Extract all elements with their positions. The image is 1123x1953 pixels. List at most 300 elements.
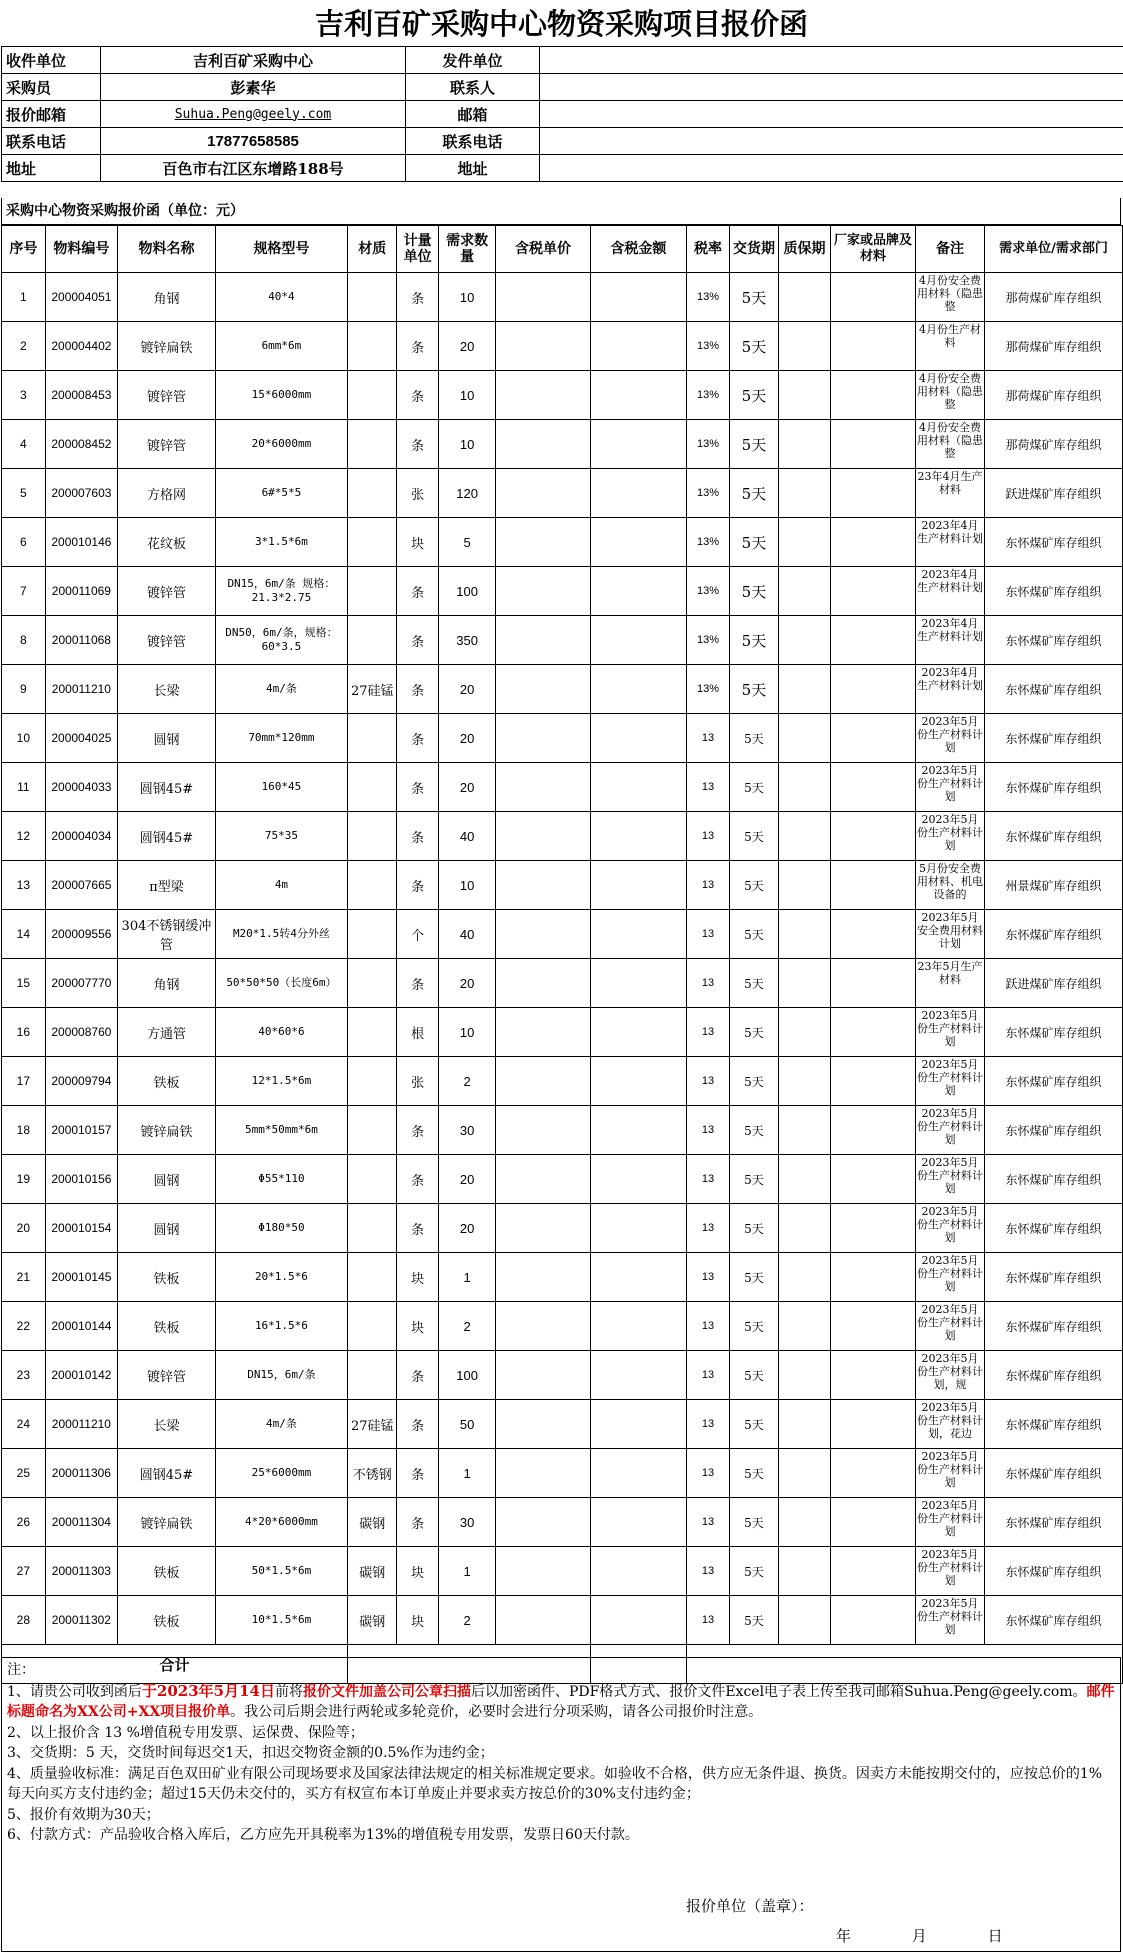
unit-price-input[interactable] bbox=[496, 371, 590, 420]
tax-rate: 13 bbox=[687, 714, 730, 763]
column-header: 物料名称 bbox=[118, 226, 216, 273]
unit-price-input[interactable] bbox=[496, 1057, 590, 1106]
table-row bbox=[2, 1547, 1123, 1596]
column-header: 备注 bbox=[915, 226, 984, 273]
table-subtitle: 采购中心物资采购报价函（单位：元） bbox=[1, 198, 1121, 225]
material-code: 200011068 bbox=[45, 616, 117, 665]
row-number: 18 bbox=[2, 1106, 46, 1155]
unit: 条 bbox=[397, 959, 438, 1008]
demand-department: 东怀煤矿库存组织 bbox=[984, 714, 1122, 763]
remark bbox=[915, 1106, 984, 1155]
warranty-input[interactable] bbox=[779, 1155, 831, 1204]
tax-rate: 13 bbox=[687, 910, 730, 959]
warranty-input[interactable] bbox=[779, 1400, 831, 1449]
unit: 张 bbox=[397, 1057, 438, 1106]
warranty-input[interactable] bbox=[779, 812, 831, 861]
unit-price-input[interactable] bbox=[496, 322, 590, 371]
brand-input[interactable] bbox=[830, 1204, 915, 1253]
warranty-input[interactable] bbox=[779, 1302, 831, 1351]
remark bbox=[915, 371, 984, 420]
remark bbox=[915, 1204, 984, 1253]
unit-price-input[interactable] bbox=[496, 1302, 590, 1351]
amount-input[interactable] bbox=[590, 1253, 687, 1302]
unit-price-input[interactable] bbox=[496, 714, 590, 763]
notes-heading: 注： bbox=[7, 1662, 35, 1678]
unit: 条 bbox=[397, 420, 438, 469]
info-row-phone bbox=[2, 128, 1123, 155]
material-code: 200010154 bbox=[45, 1204, 117, 1253]
spec-model: 160*45 bbox=[215, 763, 347, 812]
material-code: 200007770 bbox=[45, 959, 117, 1008]
unit: 条 bbox=[397, 1155, 438, 1204]
address2-value[interactable] bbox=[540, 155, 1123, 182]
spec-model: 10*1.5*6m bbox=[215, 1596, 347, 1645]
sender-value[interactable] bbox=[540, 47, 1123, 74]
quantity: 120 bbox=[438, 469, 495, 518]
row-number: 25 bbox=[2, 1449, 46, 1498]
tax-rate: 13 bbox=[687, 959, 730, 1008]
unit-price-input[interactable] bbox=[496, 420, 590, 469]
unit-price-input[interactable] bbox=[496, 910, 590, 959]
amount-input[interactable] bbox=[590, 665, 687, 714]
remark-text: 2023年5月份生产材料计划，规 bbox=[916, 1352, 983, 1391]
amount-input[interactable] bbox=[590, 322, 687, 371]
remark bbox=[915, 812, 984, 861]
material-name: 镀锌管 bbox=[118, 1351, 216, 1400]
material-code: 200011302 bbox=[45, 1596, 117, 1645]
unit-price-input[interactable] bbox=[496, 812, 590, 861]
tax-rate: 13 bbox=[687, 1547, 730, 1596]
table-row bbox=[2, 616, 1123, 665]
brand-input[interactable] bbox=[830, 567, 915, 616]
quantity: 40 bbox=[438, 812, 495, 861]
unit-price-input[interactable] bbox=[496, 1547, 590, 1596]
brand-input[interactable] bbox=[830, 1302, 915, 1351]
demand-department: 东怀煤矿库存组织 bbox=[984, 1106, 1122, 1155]
material-code: 200010144 bbox=[45, 1302, 117, 1351]
warranty-input[interactable] bbox=[779, 469, 831, 518]
table-row bbox=[2, 469, 1123, 518]
column-header: 含税金额 bbox=[590, 226, 687, 273]
remark-text: 4月份生产材料 bbox=[918, 323, 981, 349]
warranty-input[interactable] bbox=[779, 714, 831, 763]
brand-input[interactable] bbox=[830, 616, 915, 665]
table-row bbox=[2, 959, 1123, 1008]
remark-text: 5月份安全费用材料、机电设备的 bbox=[916, 862, 983, 901]
quantity: 20 bbox=[438, 665, 495, 714]
tax-rate: 13% bbox=[687, 567, 730, 616]
amount-input[interactable] bbox=[590, 812, 687, 861]
row-number: 3 bbox=[2, 371, 46, 420]
remark bbox=[915, 518, 984, 567]
unit-price-input[interactable] bbox=[496, 1498, 590, 1547]
demand-department: 东怀煤矿库存组织 bbox=[984, 1449, 1122, 1498]
material-code: 200011303 bbox=[45, 1547, 117, 1596]
quantity: 1 bbox=[438, 1253, 495, 1302]
quantity: 10 bbox=[438, 371, 495, 420]
material-name: 角钢 bbox=[118, 959, 216, 1008]
material-name: 镀锌扁铁 bbox=[118, 322, 216, 371]
brand-input[interactable] bbox=[830, 665, 915, 714]
mail-value[interactable] bbox=[540, 101, 1123, 128]
column-header: 税率 bbox=[687, 226, 730, 273]
amount-input[interactable] bbox=[590, 910, 687, 959]
unit: 块 bbox=[397, 1302, 438, 1351]
address-value: 百色市右江区东增路188号 bbox=[101, 155, 406, 182]
quantity: 5 bbox=[438, 518, 495, 567]
spec-model: Φ55*110 bbox=[215, 1155, 347, 1204]
material-name: 圆钢45# bbox=[118, 1449, 216, 1498]
remark-text: 2023年5月份生产材料计划 bbox=[916, 813, 983, 852]
row-number: 20 bbox=[2, 1204, 46, 1253]
demand-department: 东怀煤矿库存组织 bbox=[984, 812, 1122, 861]
document-title: 吉利百矿采购中心物资采购项目报价函 bbox=[314, 7, 808, 41]
material-name: 铁板 bbox=[118, 1302, 216, 1351]
tax-rate: 13 bbox=[687, 1155, 730, 1204]
phone2-value[interactable] bbox=[540, 128, 1123, 155]
material-grade bbox=[348, 1351, 397, 1400]
demand-department: 东怀煤矿库存组织 bbox=[984, 1351, 1122, 1400]
email-link[interactable]: Suhua.Peng@geely.com bbox=[101, 101, 406, 128]
warranty-input[interactable] bbox=[779, 518, 831, 567]
unit-price-input[interactable] bbox=[496, 1008, 590, 1057]
quantity: 2 bbox=[438, 1057, 495, 1106]
delivery-period: 5天 bbox=[729, 616, 778, 665]
unit: 条 bbox=[397, 1449, 438, 1498]
brand-input[interactable] bbox=[830, 420, 915, 469]
remark-text: 2023年5月份生产材料计划 bbox=[916, 764, 983, 803]
tax-rate: 13 bbox=[687, 1302, 730, 1351]
amount-input[interactable] bbox=[590, 420, 687, 469]
demand-department: 东怀煤矿库存组织 bbox=[984, 1547, 1122, 1596]
buyer-label: 采购员 bbox=[2, 74, 101, 101]
tax-rate: 13% bbox=[687, 616, 730, 665]
quantity: 20 bbox=[438, 959, 495, 1008]
warranty-input[interactable] bbox=[779, 616, 831, 665]
table-row bbox=[2, 1498, 1123, 1547]
row-number: 22 bbox=[2, 1302, 46, 1351]
warranty-input[interactable] bbox=[779, 420, 831, 469]
remark-text: 2023年4月生产材料计划 bbox=[916, 617, 983, 643]
spec-model: 6#*5*5 bbox=[215, 469, 347, 518]
row-number: 28 bbox=[2, 1596, 46, 1645]
warranty-input[interactable] bbox=[779, 322, 831, 371]
spec-model: 6mm*6m bbox=[215, 322, 347, 371]
unit-price-input[interactable] bbox=[496, 567, 590, 616]
brand-input[interactable] bbox=[830, 1498, 915, 1547]
delivery-period: 5天 bbox=[729, 420, 778, 469]
warranty-input[interactable] bbox=[779, 273, 831, 322]
brand-input[interactable] bbox=[830, 1596, 915, 1645]
amount-input[interactable] bbox=[590, 959, 687, 1008]
table-row bbox=[2, 567, 1123, 616]
brand-input[interactable] bbox=[830, 322, 915, 371]
material-grade: 不锈钢 bbox=[348, 1449, 397, 1498]
spec-model: 50*1.5*6m bbox=[215, 1547, 347, 1596]
material-name: π型梁 bbox=[118, 861, 216, 910]
column-header: 需求单位/需求部门 bbox=[984, 226, 1122, 273]
material-name: 长梁 bbox=[118, 1400, 216, 1449]
remark bbox=[915, 1400, 984, 1449]
spec-model: 12*1.5*6m bbox=[215, 1057, 347, 1106]
unit-price-input[interactable] bbox=[496, 273, 590, 322]
tax-rate: 13% bbox=[687, 469, 730, 518]
material-code: 200004025 bbox=[45, 714, 117, 763]
unit-price-input[interactable] bbox=[496, 861, 590, 910]
material-grade: 碳钢 bbox=[348, 1498, 397, 1547]
warranty-input[interactable] bbox=[779, 1547, 831, 1596]
spec-model: 4*20*6000mm bbox=[215, 1498, 347, 1547]
unit-price-input[interactable] bbox=[496, 1155, 590, 1204]
unit-price-input[interactable] bbox=[496, 1400, 590, 1449]
row-number: 23 bbox=[2, 1351, 46, 1400]
amount-input[interactable] bbox=[590, 1400, 687, 1449]
remark bbox=[915, 420, 984, 469]
remark-text: 2023年5月份生产材料计划 bbox=[916, 1499, 983, 1538]
row-number: 4 bbox=[2, 420, 46, 469]
unit-price-input[interactable] bbox=[496, 1204, 590, 1253]
quantity: 100 bbox=[438, 567, 495, 616]
material-code: 200004402 bbox=[45, 322, 117, 371]
unit-price-input[interactable] bbox=[496, 1253, 590, 1302]
warranty-input[interactable] bbox=[779, 959, 831, 1008]
date-month-label: 月 bbox=[911, 1927, 927, 1945]
table-row bbox=[2, 1400, 1123, 1449]
warranty-input[interactable] bbox=[779, 1106, 831, 1155]
brand-input[interactable] bbox=[830, 518, 915, 567]
material-grade bbox=[348, 371, 397, 420]
warranty-input[interactable] bbox=[779, 1057, 831, 1106]
brand-input[interactable] bbox=[830, 469, 915, 518]
row-number: 10 bbox=[2, 714, 46, 763]
remark-text: 2023年5月份生产材料计划 bbox=[916, 1450, 983, 1489]
material-grade bbox=[348, 910, 397, 959]
brand-input[interactable] bbox=[830, 714, 915, 763]
table-row bbox=[2, 371, 1123, 420]
table-row bbox=[2, 1253, 1123, 1302]
quantity: 1 bbox=[438, 1547, 495, 1596]
brand-input[interactable] bbox=[830, 1547, 915, 1596]
brand-input[interactable] bbox=[830, 1106, 915, 1155]
unit: 条 bbox=[397, 714, 438, 763]
brand-input[interactable] bbox=[830, 861, 915, 910]
delivery-period: 5天 bbox=[729, 1106, 778, 1155]
amount-input[interactable] bbox=[590, 616, 687, 665]
tax-rate: 13 bbox=[687, 1449, 730, 1498]
quotation-table bbox=[1, 225, 1123, 1684]
table-row bbox=[2, 273, 1123, 322]
receiver-label: 收件单位 bbox=[2, 47, 101, 74]
warranty-input[interactable] bbox=[779, 861, 831, 910]
warranty-input[interactable] bbox=[779, 1498, 831, 1547]
table-row bbox=[2, 1155, 1123, 1204]
remark bbox=[915, 322, 984, 371]
demand-department: 州景煤矿库存组织 bbox=[984, 861, 1122, 910]
amount-input[interactable] bbox=[590, 518, 687, 567]
unit-price-input[interactable] bbox=[496, 1106, 590, 1155]
warranty-input[interactable] bbox=[779, 1204, 831, 1253]
quantity: 20 bbox=[438, 1155, 495, 1204]
row-number: 7 bbox=[2, 567, 46, 616]
remark bbox=[915, 714, 984, 763]
amount-input[interactable] bbox=[590, 763, 687, 812]
unit-price-input[interactable] bbox=[496, 616, 590, 665]
unit: 条 bbox=[397, 322, 438, 371]
delivery-period: 5天 bbox=[729, 910, 778, 959]
material-code: 200009794 bbox=[45, 1057, 117, 1106]
spec-model: 75*35 bbox=[215, 812, 347, 861]
material-name: 圆钢 bbox=[118, 1204, 216, 1253]
delivery-period: 5天 bbox=[729, 959, 778, 1008]
column-header: 质保期 bbox=[779, 226, 831, 273]
delivery-period: 5天 bbox=[729, 567, 778, 616]
unit-price-input[interactable] bbox=[496, 469, 590, 518]
material-code: 200009556 bbox=[45, 910, 117, 959]
unit-price-input[interactable] bbox=[496, 1596, 590, 1645]
quantity: 100 bbox=[438, 1351, 495, 1400]
unit-price-input[interactable] bbox=[496, 665, 590, 714]
quantity: 10 bbox=[438, 861, 495, 910]
brand-input[interactable] bbox=[830, 1155, 915, 1204]
amount-input[interactable] bbox=[590, 371, 687, 420]
warranty-input[interactable] bbox=[779, 1008, 831, 1057]
warranty-input[interactable] bbox=[779, 665, 831, 714]
amount-input[interactable] bbox=[590, 1008, 687, 1057]
brand-input[interactable] bbox=[830, 273, 915, 322]
demand-department: 东怀煤矿库存组织 bbox=[984, 1596, 1122, 1645]
amount-input[interactable] bbox=[590, 273, 687, 322]
warranty-input[interactable] bbox=[779, 1253, 831, 1302]
unit-price-input[interactable] bbox=[496, 1351, 590, 1400]
quantity: 350 bbox=[438, 616, 495, 665]
demand-department: 东怀煤矿库存组织 bbox=[984, 518, 1122, 567]
unit-price-input[interactable] bbox=[496, 1449, 590, 1498]
amount-input[interactable] bbox=[590, 1351, 687, 1400]
material-name: 镀锌管 bbox=[118, 371, 216, 420]
remark bbox=[915, 469, 984, 518]
demand-department: 跃进煤矿库存组织 bbox=[984, 959, 1122, 1008]
unit: 条 bbox=[397, 861, 438, 910]
receiver-value: 吉利百矿采购中心 bbox=[101, 47, 406, 74]
delivery-period: 5天 bbox=[729, 1400, 778, 1449]
material-name: 圆钢45# bbox=[118, 812, 216, 861]
amount-input[interactable] bbox=[590, 1449, 687, 1498]
amount-input[interactable] bbox=[590, 1596, 687, 1645]
delivery-period: 5天 bbox=[729, 371, 778, 420]
brand-input[interactable] bbox=[830, 910, 915, 959]
note-1 bbox=[7, 1681, 1115, 1723]
delivery-period: 5天 bbox=[729, 469, 778, 518]
material-code: 200004033 bbox=[45, 763, 117, 812]
row-number: 13 bbox=[2, 861, 46, 910]
amount-input[interactable] bbox=[590, 714, 687, 763]
amount-input[interactable] bbox=[590, 1302, 687, 1351]
unit-price-input[interactable] bbox=[496, 518, 590, 567]
brand-input[interactable] bbox=[830, 1057, 915, 1106]
spec-model: DN15，6m/条 bbox=[215, 1351, 347, 1400]
remark bbox=[915, 665, 984, 714]
note-1-part-a: 1、请贵公司收到函后 bbox=[7, 1683, 142, 1700]
unit-price-input[interactable] bbox=[496, 959, 590, 1008]
brand-input[interactable] bbox=[830, 1400, 915, 1449]
amount-input[interactable] bbox=[590, 861, 687, 910]
row-number: 8 bbox=[2, 616, 46, 665]
amount-input[interactable] bbox=[590, 1204, 687, 1253]
unit: 条 bbox=[397, 567, 438, 616]
note-2: 2、以上报价含 13 %增值税专用发票、运保费、保险等； bbox=[7, 1724, 364, 1741]
delivery-period: 5天 bbox=[729, 1155, 778, 1204]
column-header: 需求数量 bbox=[438, 226, 495, 273]
amount-input[interactable] bbox=[590, 1547, 687, 1596]
unit: 条 bbox=[397, 616, 438, 665]
material-code: 200004034 bbox=[45, 812, 117, 861]
material-name: 方格网 bbox=[118, 469, 216, 518]
brand-input[interactable] bbox=[830, 959, 915, 1008]
brand-input[interactable] bbox=[830, 763, 915, 812]
amount-input[interactable] bbox=[590, 1155, 687, 1204]
row-number: 12 bbox=[2, 812, 46, 861]
material-grade bbox=[348, 812, 397, 861]
warranty-input[interactable] bbox=[779, 1596, 831, 1645]
amount-input[interactable] bbox=[590, 567, 687, 616]
material-code: 200008452 bbox=[45, 420, 117, 469]
delivery-period: 5天 bbox=[729, 861, 778, 910]
material-name: 圆钢 bbox=[118, 1155, 216, 1204]
total-label: 合计 bbox=[2, 1645, 348, 1684]
contact-value[interactable] bbox=[540, 74, 1123, 101]
material-code: 200010157 bbox=[45, 1106, 117, 1155]
unit: 条 bbox=[397, 1106, 438, 1155]
column-header: 材质 bbox=[348, 226, 397, 273]
remark-text: 2023年5月份生产材料计划 bbox=[916, 1058, 983, 1097]
amount-input[interactable] bbox=[590, 469, 687, 518]
warranty-input[interactable] bbox=[779, 763, 831, 812]
demand-department: 东怀煤矿库存组织 bbox=[984, 1253, 1122, 1302]
warranty-input[interactable] bbox=[779, 1351, 831, 1400]
brand-input[interactable] bbox=[830, 1008, 915, 1057]
spec-model: Φ180*50 bbox=[215, 1204, 347, 1253]
tax-rate: 13 bbox=[687, 1106, 730, 1155]
table-row bbox=[2, 1008, 1123, 1057]
brand-input[interactable] bbox=[830, 1351, 915, 1400]
remark-text: 2023年5月份生产材料计划 bbox=[916, 1009, 983, 1048]
remark bbox=[915, 567, 984, 616]
warranty-input[interactable] bbox=[779, 567, 831, 616]
remark-text: 23年5月生产材料 bbox=[917, 960, 983, 986]
brand-input[interactable] bbox=[830, 1449, 915, 1498]
material-name: 铁板 bbox=[118, 1547, 216, 1596]
material-code: 200007665 bbox=[45, 861, 117, 910]
unit: 条 bbox=[397, 812, 438, 861]
unit-price-input[interactable] bbox=[496, 763, 590, 812]
warranty-input[interactable] bbox=[779, 371, 831, 420]
warranty-input[interactable] bbox=[779, 1449, 831, 1498]
warranty-input[interactable] bbox=[779, 910, 831, 959]
amount-input[interactable] bbox=[590, 1057, 687, 1106]
brand-input[interactable] bbox=[830, 812, 915, 861]
brand-input[interactable] bbox=[830, 371, 915, 420]
material-code: 200011210 bbox=[45, 1400, 117, 1449]
amount-input[interactable] bbox=[590, 1498, 687, 1547]
brand-input[interactable] bbox=[830, 1253, 915, 1302]
material-name: 角钢 bbox=[118, 273, 216, 322]
demand-department: 东怀煤矿库存组织 bbox=[984, 1155, 1122, 1204]
info-row-receiver bbox=[2, 47, 1123, 74]
material-grade bbox=[348, 1155, 397, 1204]
remark bbox=[915, 1351, 984, 1400]
amount-input[interactable] bbox=[590, 1106, 687, 1155]
delivery-period: 5天 bbox=[729, 1057, 778, 1106]
